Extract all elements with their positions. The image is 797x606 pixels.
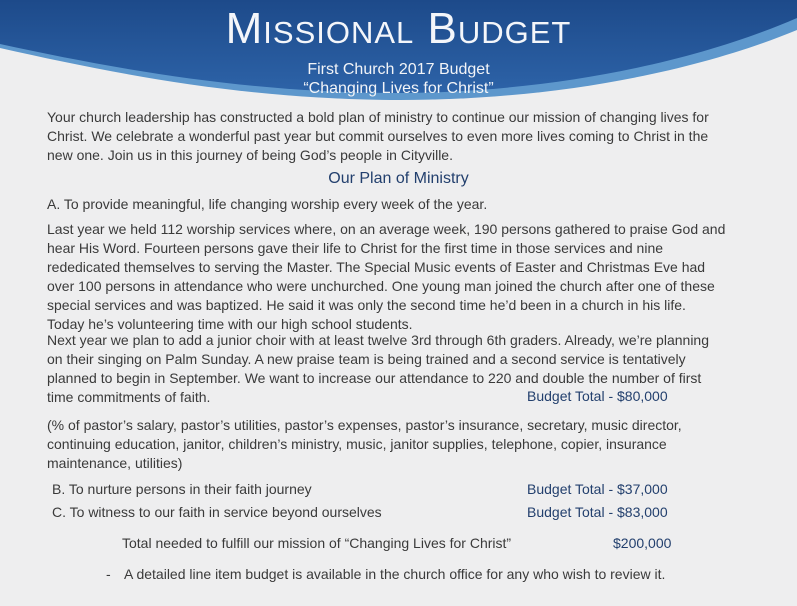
item-c: C. To witness to our faith in service beyond ourselves <box>52 504 382 520</box>
text-line: continuing education, janitor, children’s ministry, music, janitor supplies, telephone, copier, insurance <box>47 436 667 452</box>
text-line: new one. Join us in this journey of being God’s people in Cityville. <box>47 147 453 163</box>
text-line: planned to begin in September. We want to increase our attendance to 220 and double the number of first <box>47 370 702 386</box>
total-label: Total needed to fulfill our mission of “Changing Lives for Christ” <box>122 535 512 551</box>
text-line: (% of pastor’s salary, pastor’s utilities, pastor’s expenses, pastor’s insurance, secretary, music director, <box>47 417 682 433</box>
text-line: special services and was baptized. He said it was only the second time he’d been in a church in his life. <box>47 297 686 313</box>
text-line: on their singing on Palm Sunday. A new praise team is being trained and a second service is tentatively <box>47 351 686 367</box>
budget-total-a: Budget Total - $80,000 <box>527 388 668 404</box>
text-line: rededicated themselves to serving the Master. The Special Music events of Easter and Christmas Eve had <box>47 259 706 275</box>
text-line: Today he’s volunteering time with our high school students. <box>47 316 413 332</box>
intro-paragraph <box>47 108 709 165</box>
total-value: $200,000 <box>613 535 672 551</box>
budget-total-b: Budget Total - $37,000 <box>527 481 668 497</box>
item-b: B. To nurture persons in their faith journey <box>52 481 312 497</box>
item-a: A. To provide meaningful, life changing worship every week of the year. <box>47 196 488 212</box>
footnote: A detailed line item budget is available in the church office for any who wish to review it. <box>124 566 666 582</box>
text-line: hear His Word. Fourteen persons gave their life to Christ for the first time in those services and nine <box>47 240 664 256</box>
text-line: time commitments of faith. <box>47 389 211 405</box>
text-line: maintenance, utilities) <box>47 455 183 471</box>
section-heading: Our Plan of Ministry <box>328 170 469 187</box>
text-line: Your church leadership has constructed a bold plan of ministry to continue our mission of changing lives for <box>47 109 709 125</box>
footnote-dash: - <box>106 566 111 582</box>
tagline: “Changing Lives for Christ” <box>303 80 494 97</box>
text-line: Next year we plan to add a junior choir with at least twelve 3rd through 6th graders. Already, we’re planning <box>47 332 709 348</box>
text-line: over 100 persons in attendance who were unchurched. One young man joined the church after one of these <box>47 278 715 294</box>
subtitle: First Church 2017 Budget <box>307 61 490 78</box>
last-year-paragraph <box>47 220 725 334</box>
text-line: Christ. We celebrate a wonderful past year but commit ourselves to even more lives coming to Christ in the <box>47 128 709 144</box>
text-line: Last year we held 112 worship services where, on an average week, 190 persons gathered to praise God and <box>47 221 726 237</box>
budget-total-c: Budget Total - $83,000 <box>527 504 668 520</box>
expenses-note <box>47 416 682 473</box>
page-title: Missional Budget <box>225 4 572 53</box>
